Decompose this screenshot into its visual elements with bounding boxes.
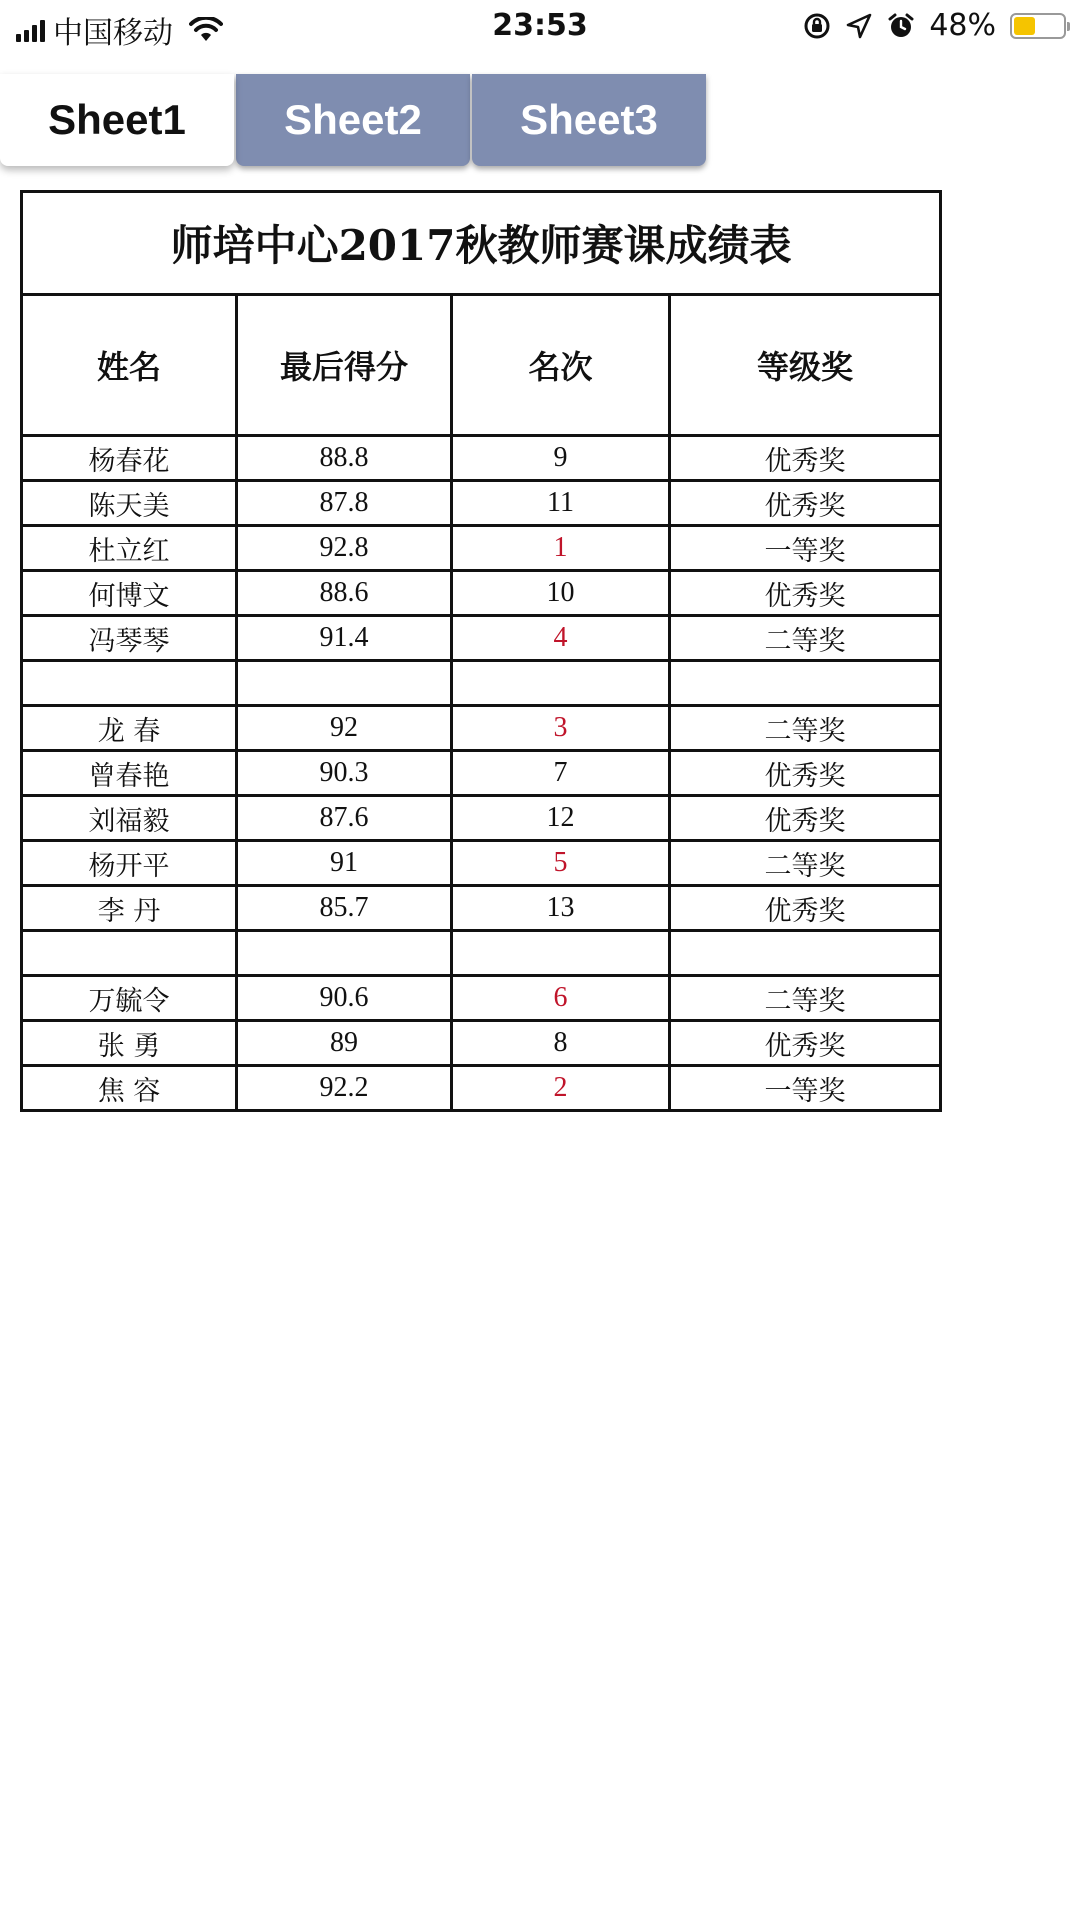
table-row xyxy=(22,706,941,751)
table-row xyxy=(22,616,941,661)
cell-score[interactable] xyxy=(237,931,452,976)
cell-score[interactable]: 90.3 xyxy=(237,751,452,796)
table-row xyxy=(22,571,941,616)
clock-time: 23:53 xyxy=(492,8,588,43)
cell-score[interactable]: 87.8 xyxy=(237,481,452,526)
table-title: 师培中心2017秋教师赛课成绩表 xyxy=(22,192,941,295)
cell-award[interactable] xyxy=(670,931,941,976)
title-row xyxy=(22,192,941,295)
cell-rank[interactable]: 12 xyxy=(452,796,670,841)
cell-score[interactable]: 88.8 xyxy=(237,436,452,481)
cell-rank[interactable]: 10 xyxy=(452,571,670,616)
cell-award[interactable]: 二等奖 xyxy=(670,706,941,751)
cell-award[interactable]: 优秀奖 xyxy=(670,796,941,841)
cell-award[interactable]: 优秀奖 xyxy=(670,481,941,526)
cell-name[interactable]: 曾春艳 xyxy=(22,751,237,796)
table-row xyxy=(22,1066,941,1111)
cell-rank[interactable]: 13 xyxy=(452,886,670,931)
cell-score[interactable]: 85.7 xyxy=(237,886,452,931)
cell-rank[interactable]: 11 xyxy=(452,481,670,526)
score-table xyxy=(20,190,942,1112)
header-award: 等级奖 xyxy=(670,295,941,436)
table-row xyxy=(22,796,941,841)
table-row xyxy=(22,751,941,796)
tab-sheet3[interactable]: Sheet3 xyxy=(472,74,706,166)
cell-award[interactable] xyxy=(670,661,941,706)
cell-rank[interactable]: 7 xyxy=(452,751,670,796)
cell-rank[interactable]: 5 xyxy=(452,841,670,886)
cell-score[interactable]: 91 xyxy=(237,841,452,886)
cell-score[interactable] xyxy=(237,661,452,706)
cell-award[interactable]: 二等奖 xyxy=(670,976,941,1021)
cell-name[interactable]: 杨春花 xyxy=(22,436,237,481)
cell-rank[interactable] xyxy=(452,931,670,976)
cell-score[interactable]: 87.6 xyxy=(237,796,452,841)
table-body xyxy=(22,436,941,1111)
cell-name[interactable]: 杜立红 xyxy=(22,526,237,571)
cell-award[interactable]: 优秀奖 xyxy=(670,1021,941,1066)
alarm-clock-icon xyxy=(887,12,915,40)
cell-score[interactable]: 91.4 xyxy=(237,616,452,661)
cell-rank[interactable]: 3 xyxy=(452,706,670,751)
cell-name[interactable]: 万毓令 xyxy=(22,976,237,1021)
cell-name[interactable]: 刘福毅 xyxy=(22,796,237,841)
cell-award[interactable]: 优秀奖 xyxy=(670,571,941,616)
cell-rank[interactable] xyxy=(452,661,670,706)
cell-award[interactable]: 一等奖 xyxy=(670,1066,941,1111)
header-row xyxy=(22,295,941,436)
cell-award[interactable]: 优秀奖 xyxy=(670,751,941,796)
cell-award[interactable]: 优秀奖 xyxy=(670,886,941,931)
cell-name[interactable] xyxy=(22,661,237,706)
table-row xyxy=(22,481,941,526)
cell-score[interactable]: 89 xyxy=(237,1021,452,1066)
table-row xyxy=(22,526,941,571)
cell-rank[interactable]: 4 xyxy=(452,616,670,661)
cell-name[interactable]: 张 勇 xyxy=(22,1021,237,1066)
location-arrow-icon xyxy=(845,12,873,40)
cell-name[interactable]: 冯琴琴 xyxy=(22,616,237,661)
table-row xyxy=(22,886,941,931)
tab-sheet2[interactable]: Sheet2 xyxy=(236,74,470,166)
cell-rank[interactable]: 6 xyxy=(452,976,670,1021)
table-row xyxy=(22,1021,941,1066)
cell-score[interactable]: 92.8 xyxy=(237,526,452,571)
cell-award[interactable]: 优秀奖 xyxy=(670,436,941,481)
cell-rank[interactable]: 8 xyxy=(452,1021,670,1066)
cell-rank[interactable]: 2 xyxy=(452,1066,670,1111)
sheet-tabs xyxy=(0,74,720,166)
cell-score[interactable]: 92 xyxy=(237,706,452,751)
status-bar xyxy=(0,0,1080,56)
cell-name[interactable]: 杨开平 xyxy=(22,841,237,886)
cell-award[interactable]: 二等奖 xyxy=(670,841,941,886)
cell-score[interactable]: 90.6 xyxy=(237,976,452,1021)
table-row xyxy=(22,931,941,976)
cell-score[interactable]: 92.2 xyxy=(237,1066,452,1111)
orientation-lock-icon xyxy=(803,12,831,40)
table-row xyxy=(22,841,941,886)
battery-percentage: 48% xyxy=(929,8,996,43)
cell-score[interactable]: 88.6 xyxy=(237,571,452,616)
tab-sheet1[interactable]: Sheet1 xyxy=(0,74,234,166)
cell-name[interactable]: 陈天美 xyxy=(22,481,237,526)
header-rank: 名次 xyxy=(452,295,670,436)
table-row xyxy=(22,976,941,1021)
battery-level-fill xyxy=(1014,17,1035,35)
header-name: 姓名 xyxy=(22,295,237,436)
table-row xyxy=(22,436,941,481)
cell-rank[interactable]: 1 xyxy=(452,526,670,571)
cell-award[interactable]: 一等奖 xyxy=(670,526,941,571)
carrier-name: 中国移动 xyxy=(53,16,173,51)
header-score: 最后得分 xyxy=(237,295,452,436)
cell-name[interactable]: 龙 春 xyxy=(22,706,237,751)
cell-name[interactable] xyxy=(22,931,237,976)
cell-name[interactable]: 何博文 xyxy=(22,571,237,616)
cell-name[interactable]: 李 丹 xyxy=(22,886,237,931)
table-row xyxy=(22,661,941,706)
cell-award[interactable]: 二等奖 xyxy=(670,616,941,661)
cell-rank[interactable]: 9 xyxy=(452,436,670,481)
battery-icon xyxy=(1010,13,1066,39)
status-right xyxy=(803,8,1066,43)
cell-name[interactable]: 焦 容 xyxy=(22,1066,237,1111)
